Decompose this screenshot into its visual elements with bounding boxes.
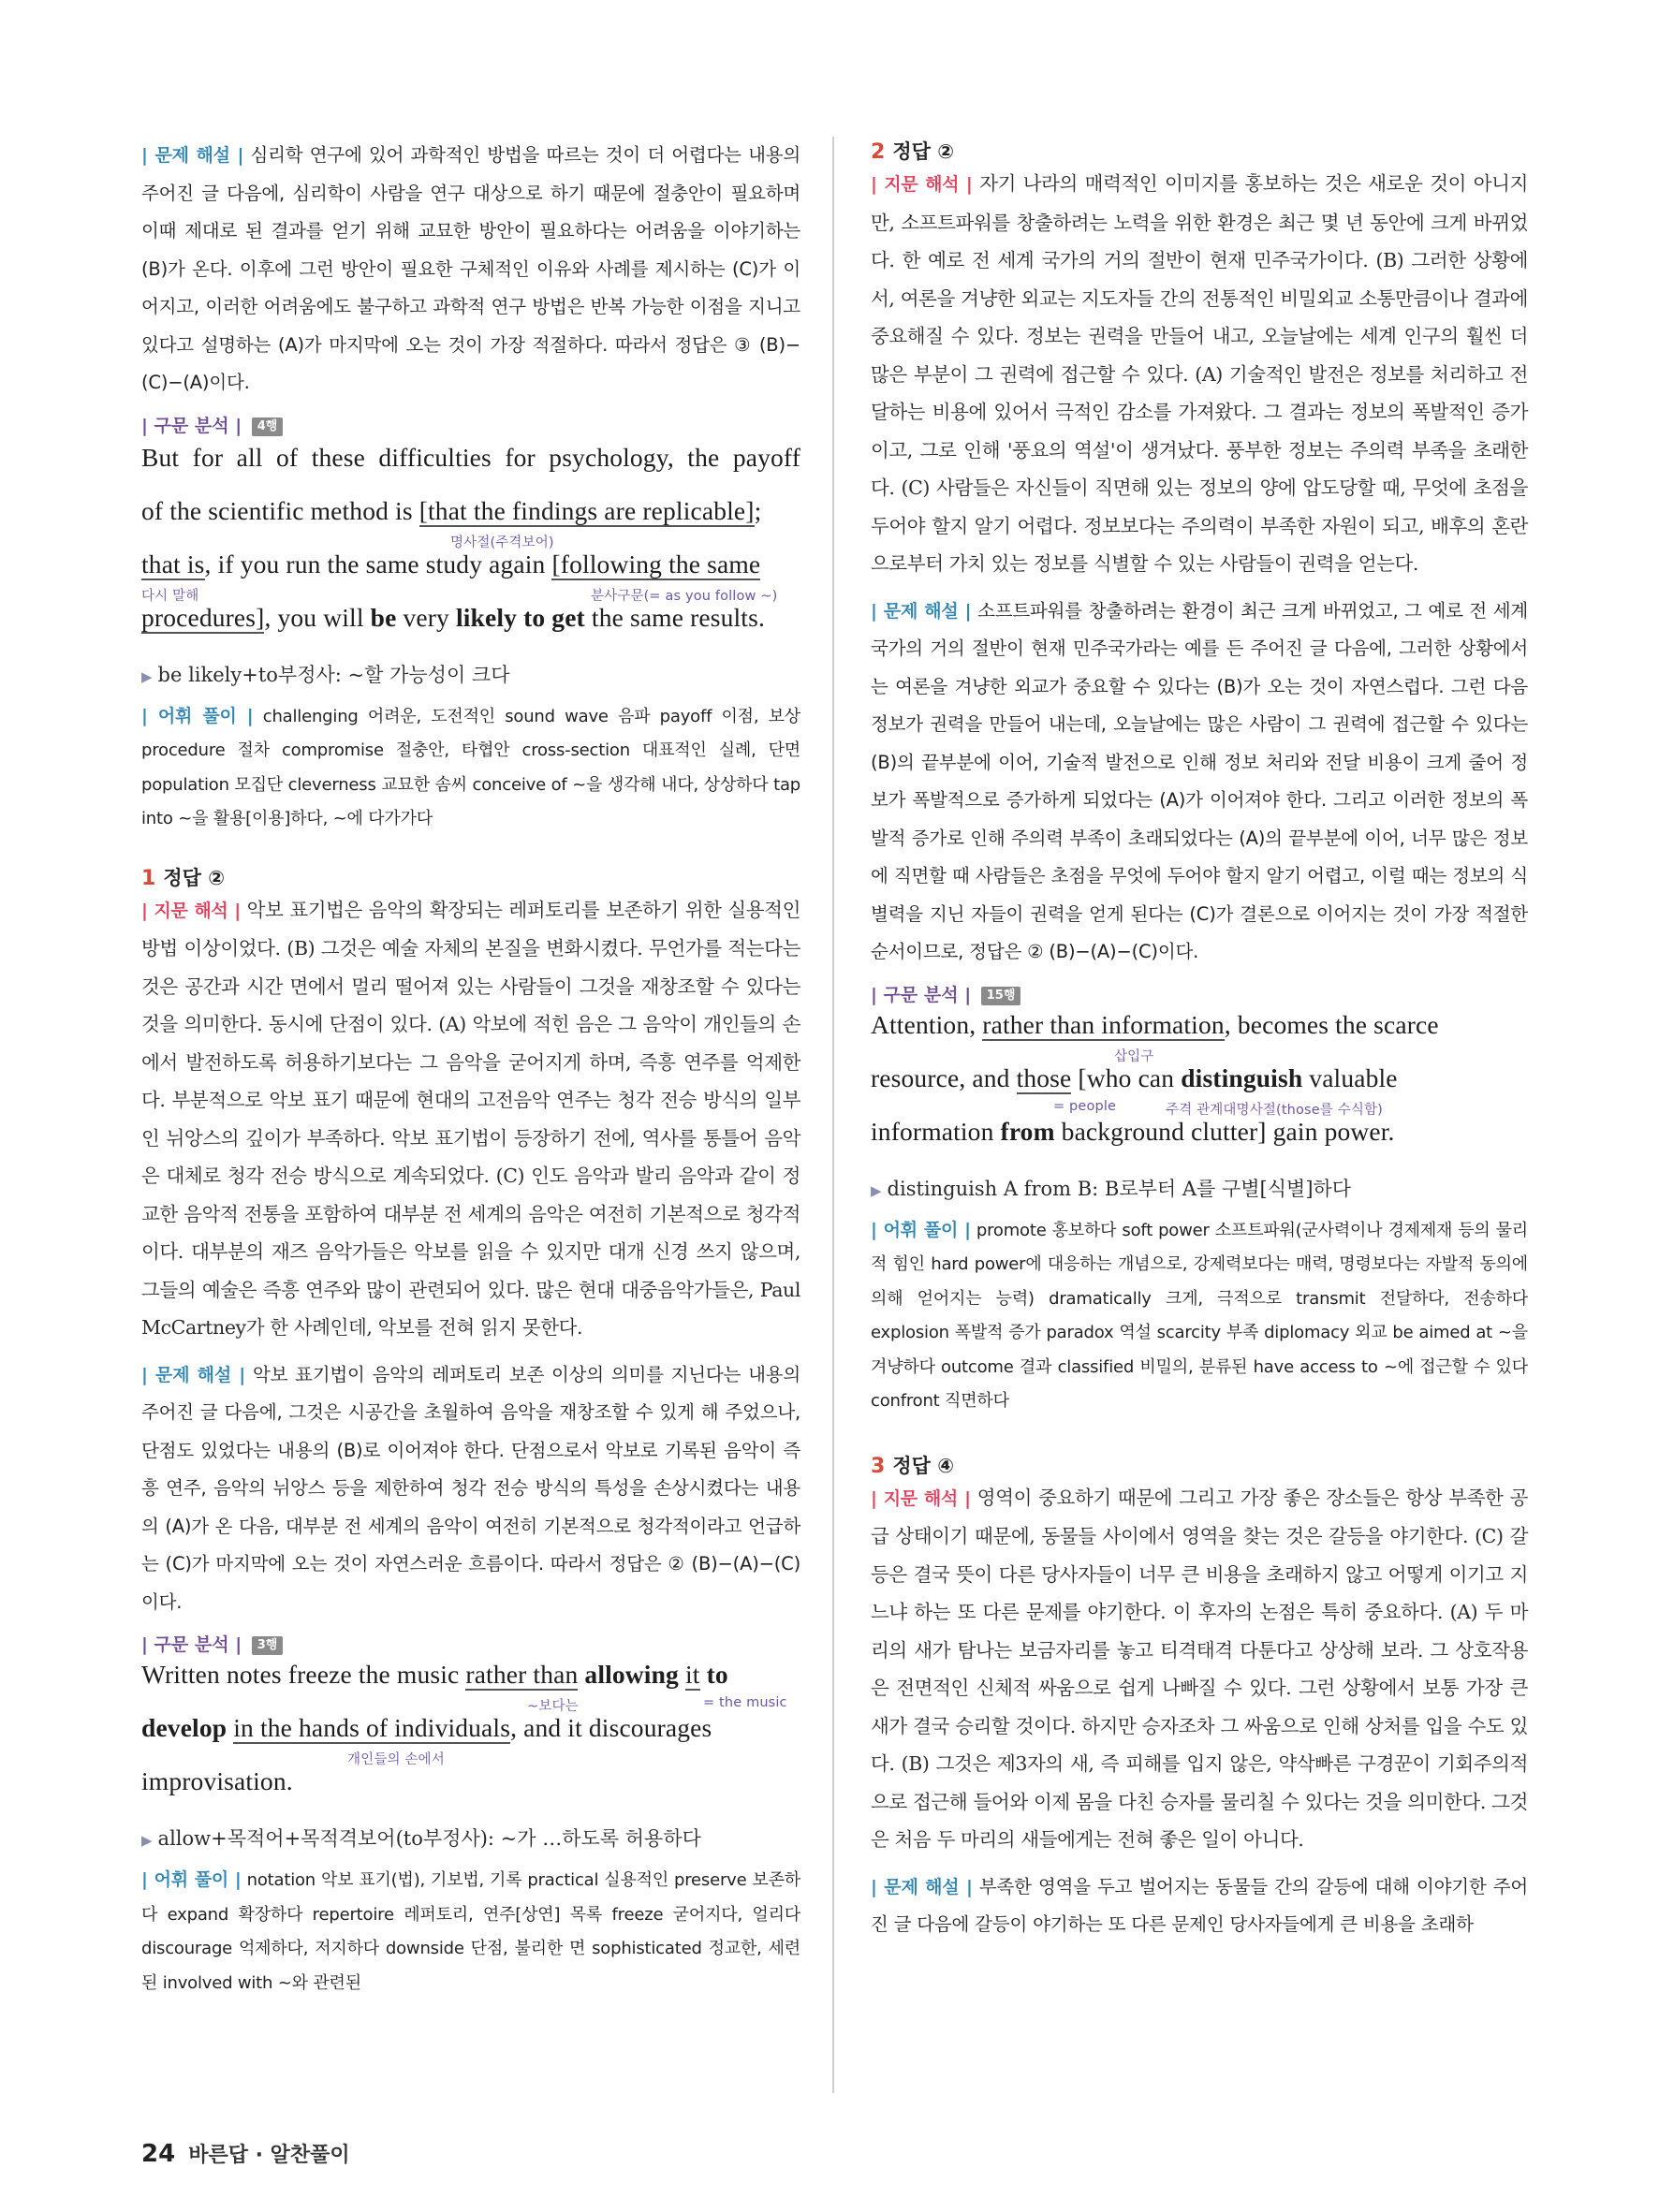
grammar-sentence [141,443,800,656]
line-badge: 15행 [981,987,1021,1005]
left-column [141,137,800,2000]
section-tag: | 지문 해석 | [141,900,241,921]
sentence-text: the same results. [584,602,765,632]
sentence-text: very [396,602,456,632]
sentence-text: Attention, [871,1009,983,1039]
sentence-text: , becomes the scarce [1224,1009,1439,1039]
question-number: 1 [141,866,156,890]
answer-label: 정답 ② [892,140,954,163]
sentence-text: Written notes freeze the music [141,1660,466,1689]
section-tag: | 문제 해설 | [871,1876,973,1897]
section-tag: | 구문 분석 | [141,415,242,436]
section-tag: | 어휘 풀이 | [141,705,254,726]
sentence-line [141,1713,800,1766]
vocab-block [141,699,800,837]
page-footer [141,2139,350,2168]
sentence-text: , and it discourages [510,1713,712,1742]
sentence-text: background clutter] [1054,1116,1267,1146]
underlined-phrase: procedures] [141,602,265,632]
section-tag: | 구문 분석 | [871,984,972,1005]
vocab-text: promote 홍보하다 soft power 소프트파워(군사력이나 경제제재 등의 물리적 힘인 hard power에 대응하는 개념으로, 강제력보다는 매력, 명령보다는 자발적 동의에 의해 얻어지는 능력) dramatically 크게, 극적으로 transmit 전달하다, 전송하다 explosion 폭발적 증가 paradox 역설 scarcity 부족 diplomacy 외교 be aimed at ~을 겨냥하다 outcome 결과 classified 비밀의, 분류된 have access to ~에 접근할 수 있다 confront 직면하다 [871,1220,1528,1411]
bold-word: develop [141,1713,228,1742]
note-text: be likely+to부정사: ~할 가능성이 크다 [157,663,510,686]
bold-word: from [1000,1116,1055,1146]
answer-heading [871,137,1528,165]
vocab-block [141,1863,800,2000]
question-number: 3 [871,1454,886,1478]
translation-block [871,1479,1528,1859]
column-divider [832,137,834,2093]
triangle-icon: ▶ [141,667,153,685]
page-number: 24 [141,2140,176,2168]
bold-word: to [706,1660,728,1689]
annotation: 주격 관계대명사절(those를 수식함) [1166,1102,1383,1118]
underlined-phrase: rather than information [982,1009,1225,1039]
grammar-heading [141,1631,800,1656]
bold-word: distinguish [1181,1062,1303,1092]
underlined-phrase: it [684,1660,700,1689]
sentence-line [871,1010,1528,1063]
sentence-line [141,549,800,603]
sentence-line [141,443,800,496]
underlined-phrase: that is [141,549,205,579]
sentence-line [141,603,800,656]
explanation-text: 악보 표기법이 음악의 레퍼토리 보존 이상의 의미를 지닌다는 내용의 주어진 글 다음에, 그것은 시공간을 초월하여 음악을 재창조할 수 있게 해 주었으나, 단점도 있었다는 내용의 (B)로 이어져야 한다. 단점으로서 악보로 기록된 음악이 즉흥 연주, 음악의 뉘앙스 등을 제한하여 청각 전승 방식의 특성을 손상시켰다는 내용의 (A)가 온 다음, 대부분 전 세계의 음악이 여전히 기본적으로 청각적이라고 언급하는 (C)가 마지막에 오는 것이 자연스러운 흐름이다. 따라서 정답은 ② (B)−(A)−(C)이다. [141,1363,800,1613]
section-tag: | 어휘 풀이 | [871,1219,971,1240]
annotation: 다시 말해 [141,588,199,604]
explanation-text: 심리학 연구에 있어 과학적인 방법을 따르는 것이 더 어렵다는 내용의 주어진 글 다음에, 심리학이 사람을 연구 대상으로 하기 때문에 절충안이 필요하며 이때 제대로 된 결과를 얻기 위해 교묘한 방안이 필요하다는 어려움을 이야기하는 (B)가 온다. 이후에 그런 방안이 필요한 구체적인 이유와 사례를 제시하는 (C)가 이어지고, 이러한 어려움에도 불구하고 과학적 연구 방법은 반복 가능한 이점을 지니고 있다고 설명하는 (A)가 마지막에 오는 것이 가장 적절하다. 따라서 정답은 ③ (B)−(C)−(A)이다. [141,144,801,393]
explanation-block [871,593,1528,972]
right-column [871,137,1528,1944]
triangle-icon: ▶ [871,1181,882,1199]
sentence-text: , if you run the same study again [204,549,552,579]
sentence-text: gain power. [1266,1116,1395,1146]
line-badge: 4행 [252,417,284,436]
bold-word: likely to get [455,602,585,632]
vocab-text: notation 악보 표기(법), 기보법, 기록 practical 실용적인 preserve 보존하다 expand 확장하다 repertoire 레퍼토리, 연주[상연] 목록 freeze 굳어지다, 얼리다 discourage 억제하다, 저지하다 downside 단점, 불리한 면 sophisticated 정교한, 세련된 involved with ~와 관련된 [141,1870,800,1993]
explanation-block [871,1868,1528,1944]
line-badge: 3행 [252,1636,284,1655]
section-tag: | 문제 해설 | [141,145,244,166]
answer-label: 정답 ④ [892,1454,954,1477]
question-number: 2 [871,140,886,164]
translation-block [141,891,800,1347]
underlined-phrase: [following the same [551,549,761,579]
sentence-line [141,1660,800,1713]
annotation: 분사구문(= as you follow ~) [591,588,778,604]
section-tag: | 어휘 풀이 | [141,1869,242,1890]
section-tag: | 문제 해설 | [141,1364,246,1385]
bold-word: allowing [584,1660,679,1689]
sentence-line [871,1117,1528,1170]
sentence-text: of the scientific method is [141,495,419,525]
sentence-text: , you will [264,602,371,632]
answer-heading [871,1451,1528,1479]
vocab-text: challenging 어려운, 도전적인 sound wave 음파 payoff 이점, 보상 procedure 절차 compromise 절충안, 타협안 cross-section 대표적인 실례, 단면 population 모집단 cleverness 교묘한 솜씨 conceive of ~을 생각해 내다, 상상하다 tap into ~을 활용[이용]하다, ~에 다가가다 [141,706,800,828]
triangle-icon: ▶ [141,1832,153,1849]
sentence-line [141,1766,800,1820]
sentence-text: But for all of these difficulties for psychology, the payoff [141,442,800,472]
book-title: 바른답 · 알찬풀이 [188,2144,350,2167]
annotation: 삽입구 [1114,1048,1154,1064]
annotation: = the music [703,1695,787,1710]
underlined-phrase: those [1016,1062,1072,1092]
explanation-text: 부족한 영역을 두고 벌어지는 동물들 간의 갈등에 대해 이야기한 주어진 글 다음에 갈등이 야기하는 또 다른 문제인 당사자들에게 큰 비용을 초래하 [871,1875,1528,1935]
section-tag: | 구문 분석 | [141,1634,242,1655]
translation-text: 악보 표기법은 음악의 확장되는 레퍼토리를 보존하기 위한 실용적인 방법 이상이었다. (B) 그것은 예술 자체의 본질을 변화시켰다. 무언가를 적는다는 것은 공간과 시간 면에서 멀리 떨어져 있는 사람들이 그것을 재창조할 수 있다는 것을 의미한다. 동시에 단점이 있다. (A) 악보에 적힌 음은 그 음악이 개인들의 손에서 발전하도록 허용하기보다는 그 음악을 굳어지게 하며, 즉흥 연주를 억제한다. 부분적으로 악보 표기 때문에 현대의 고전음악 연주는 청각 전승 방식의 일부인 뉘앙스의 깊이가 부족하다. 악보 표기법이 등장하기 전에, 역사를 통틀어 음악은 대체로 청각 전승 방식으로 계속되었다. (C) 인도 음악과 발리 음악과 같이 정교한 음악적 전통을 포함하여 대부분 전 세계의 음악은 여전히 기본적으로 청각적이다. 대부분의 재즈 음악가들은 악보를 읽을 수 있지만 대개 신경 쓰지 않으며, 그들의 예술은 즉흥 연주와 많이 관련되어 있다. 많은 현대 대중음악가들은, Paul McCartney가 한 사례인데, 악보를 전혀 읽지 못한다. [141,898,800,1339]
explanation-block [141,137,800,403]
sentence-text: valuable [1302,1062,1398,1092]
answer-heading [141,863,800,891]
grammar-sentence [871,1010,1528,1170]
section-tag: | 문제 해설 | [871,600,972,622]
translation-text: 영역이 중요하기 때문에 그리고 가장 좋은 장소들은 항상 부족한 공급 상태이기 때문에, 동물들 사이에서 영역을 찾는 것은 갈등을 야기한다. (C) 갈등은 결국 뜻이 다른 당사자들이 너무 큰 비용을 초래하지 않고 어떻게 이기고 지느냐 하는 또 다른 문제를 야기한다. 이 후자의 논점은 특히 중요하다. (A) 두 마리의 새가 탐나는 보금자리를 놓고 티격태격 다툰다고 상상해 보라. 그 상호작용은 전면적인 신체적 싸움으로 쉽게 나빠질 수 있다. 그런 상황에서 보통 가장 큰 새가 결국 승리할 것이다. 하지만 승자조차 그 싸움으로 인해 상처를 입을 수도 있다. (B) 그것은 제3자의 새, 즉 피해를 입지 않은, 약삭빠른 구경꾼이 기회주의적으로 접근해 들어와 이제 몸을 다친 승자를 물리칠 수 있다는 것을 의미한다. 그것은 처음 두 마리의 새들에게는 전혀 좋은 일이 아니다. [871,1486,1528,1851]
vocab-block [871,1213,1528,1419]
underlined-phrase: rather than [465,1660,579,1689]
translation-text: 자기 나라의 매력적인 이미지를 홍보하는 것은 새로운 것이 아니지만, 소프트파워를 창출하려는 노력을 위한 환경은 최근 몇 년 동안에 크게 바뀌었다. 한 예로 전 세계 국가의 거의 절반이 현재 민주국가이다. (B) 그러한 상황에서, 여론을 겨냥한 외교는 지도자들 간의 전통적인 비밀외교 소통만큼이나 결과에 중요해질 수 있다. 정보는 권력을 만들어 내고, 오늘날에는 세계 인구의 훨씬 더 많은 부분이 그 권력에 접근할 수 있다. (A) 기술적인 발전은 정보를 처리하고 전달하는 비용에 있어서 극적인 감소를 가져왔다. 그 결과는 정보의 폭발적인 증가이고, 그로 인해 '풍요의 역설'이 생겨났다. 풍부한 정보는 주의력 부족을 초래한다. (C) 사람들은 자신들이 직면해 있는 정보의 양에 압도당할 때, 무엇에 초점을 두어야 할지 알기 어렵다. 정보보다는 주의력이 부족한 자원이 되고, 배후의 혼란으로부터 가치 있는 정보를 식별할 수 있는 사람들이 권력을 얻는다. [871,172,1528,575]
grammar-heading [871,981,1528,1006]
answer-label: 정답 ② [163,866,225,889]
underlined-phrase: [that the findings are replicable] [418,495,755,525]
sentence-text: resource, and [871,1062,1017,1092]
translation-block [871,165,1528,583]
sentence-text: [who can [1078,1062,1182,1092]
annotation: 개인들의 손에서 [347,1752,445,1767]
grammar-note [141,1824,800,1852]
grammar-sentence [141,1660,800,1820]
explanation-text: 소프트파워를 창출하려는 환경이 최근 크게 바뀌었고, 그 예로 전 세계 국가의 거의 절반이 현재 민주국가라는 예를 든 주어진 글 다음에, 그러한 상황에서는 여론을 겨냥한 외교가 중요할 수 있다는 (B)가 오는 것이 자연스럽다. 그런 다음 정보가 권력을 만들어 내는데, 오늘날에는 많은 사람이 그 권력에 접근할 수 있다는 (B)의 끝부분에 이어, 기술적 발전으로 인해 정보 처리와 전달 비용이 크게 줄어 정보가 폭발적으로 증가하게 되었다는 (A)가 이어져야 한다. 그리고 이러한 정보의 폭발적 증가로 인해 주의력 부족이 초래되었다는 (A)의 끝부분에 이어, 너무 많은 정보에 직면할 때 사람들은 초점을 무엇에 두어야 할지 알기 어렵고, 이럴 때는 정보의 식별력을 지닌 자들이 권력을 얻게 된다는 (C)가 결론으로 이어지는 것이 가장 적절한 순서이므로, 정답은 ② (B)−(A)−(C)이다. [871,599,1529,962]
section-tag: | 지문 해석 | [871,1487,971,1509]
sentence-text: improvisation. [141,1766,293,1795]
grammar-heading [141,412,800,437]
sentence-text: information [871,1116,1001,1146]
note-text: distinguish A from B: B로부터 A를 구별[식별]하다 [887,1177,1352,1200]
annotation: = people [1053,1098,1117,1114]
grammar-note [141,660,800,688]
grammar-note [871,1174,1528,1202]
underlined-phrase: in the hands of individuals [233,1713,511,1742]
explanation-block [141,1356,800,1622]
annotation: 명사절(주격보어) [450,535,554,550]
sentence-text: ; [754,495,762,525]
section-tag: | 지문 해석 | [871,174,973,195]
sentence-line [141,496,800,549]
note-text: allow+목적어+목적격보어(to부정사): ~가 …하도록 허용하다 [157,1827,701,1850]
sentence-line [871,1063,1528,1117]
annotation: ~보다는 [527,1699,579,1714]
bold-word: be [370,602,397,632]
